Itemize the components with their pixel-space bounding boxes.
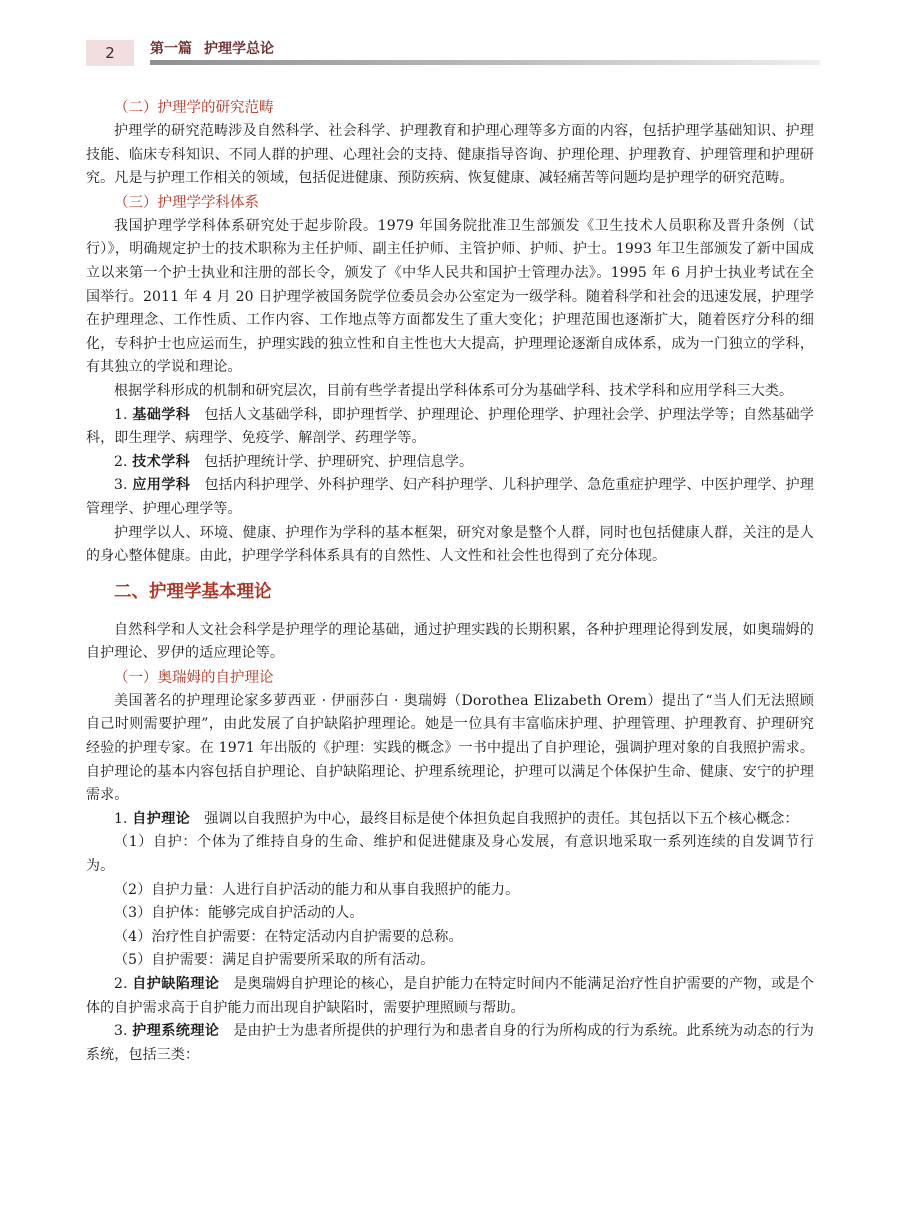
item-number: 1. xyxy=(114,406,128,423)
list-item xyxy=(86,1020,814,1067)
concept-item: （5）自护需要：满足自护需要所采取的所有活动。 xyxy=(114,952,435,969)
item-lead: 护理系统理论 xyxy=(132,1023,220,1040)
list-item xyxy=(86,808,814,832)
item-lead: 自护缺陷理论 xyxy=(132,976,220,992)
part-label: 第一篇 xyxy=(150,41,192,57)
item-lead: 应用学科 xyxy=(132,477,191,494)
list-item xyxy=(86,451,814,475)
paragraph: 美国著名的护理理论家多萝西亚 · 伊丽莎白 · 奥瑞姆（Dorothea Elizabeth Orem）提出了“当人们无法照顾自己时则需要护理”，由此发展了自护缺陷护理理论。她是一位具有丰富临床护理、护理管理、护理教育、护理研究经验的护理专家。在 1971 年出版的《护理：实践的概念》一书中提出了自护理论，强调护理对象的自我照护需求。自护理论的基本内容包括自护理论、自护缺陷理论、护理系统理论，护理可以满足个体保护生命、健康、安宁的护理需求。 xyxy=(86,692,814,804)
subheading-research-scope: （二）护理学的研究范畴 xyxy=(114,100,274,116)
item-text: 包括内科护理学、外科护理学、妇产科护理学、儿科护理学、急危重症护理学、中医护理学、护理管理学、护理心理学等。 xyxy=(86,477,815,517)
item-lead: 技术学科 xyxy=(132,453,191,470)
header-rule xyxy=(150,60,820,65)
item-number: 3. xyxy=(114,477,128,494)
paragraph: 自然科学和人文社会科学是护理学的理论基础，通过护理实践的长期积累，各种护理理论得到发展，如奥瑞姆的自护理论、罗伊的适应理论等。 xyxy=(86,621,814,662)
item-lead: 自护理论 xyxy=(132,810,191,827)
item-number: 2. xyxy=(114,976,128,992)
section-heading-basic-theory: 二、护理学基本理论 xyxy=(114,581,272,602)
item-text: 是由护士为患者所提供的护理行为和患者自身的行为所构成的行为系统。此系统为动态的行为系统，包括三类： xyxy=(86,1023,815,1063)
subheading-orem-theory: （一）奥瑞姆的自护理论 xyxy=(114,669,274,686)
paragraph: 护理学以人、环境、健康、护理作为学科的基本框架，研究对象是整个人群，同时也包括健康人群，关注的是人的身心整体健康。由此，护理学学科体系具有的自然性、人文性和社会性也得到了充分体现。 xyxy=(86,524,814,565)
concept-item: （3）自护体：能够完成自护活动的人。 xyxy=(114,905,364,922)
item-number: 3. xyxy=(114,1023,128,1040)
page-number: 2 xyxy=(86,40,134,66)
list-item xyxy=(86,404,814,451)
paragraph: 我国护理学学科体系研究处于起步阶段。1979 年国务院批准卫生部颁发《卫生技术人员职称及晋升条例（试行）》，明确规定护士的技术职称为主任护师、副主任护师、主管护师、护师、护士。1993 年卫生部颁发了新中国成立以来第一个护士执业和注册的部长令，颁发了《中华人民共和国护士管理办法》。1995 年 6 月护士执业考试在全国举行。2011 年 4 月 20 日护理学被国务院学位委员会办公室定为一级学科。随着科学和社会的迅速发展，护理学在护理理念、工作性质、工作内容、工作地点等方面都发生了重大变化；护理范围也逐渐扩大，随着医疗分科的细化，专科护士也应运而生，护理实践的独立性和自主性也大大提高，护理理论逐渐自成体系，成为一门独立的学科，有其独立的学说和理论。 xyxy=(86,217,814,376)
part-title: 护理学总论 xyxy=(204,41,274,57)
paragraph: 根据学科形成的机制和研究层次，目前有些学者提出学科体系可分为基础学科、技术学科和应用学科三大类。 xyxy=(114,382,794,399)
list-item xyxy=(86,474,814,521)
item-number: 2. xyxy=(114,453,128,470)
concept-item: （4）治疗性自护需要：在特定活动内自护需要的总称。 xyxy=(114,928,463,945)
page-header xyxy=(0,0,900,80)
item-number: 1. xyxy=(114,810,128,827)
concept-item: （1）自护：个体为了维持自身的生命、维护和促进健康及身心发展，有意识地采取一系列连续的自发调节行为。 xyxy=(86,834,814,875)
concept-item: （2）自护力量：人进行自护活动的能力和从事自我照护的能力。 xyxy=(114,881,520,898)
item-text: 包括人文基础学科，即护理哲学、护理理论、护理伦理学、护理社会学、护理法学等；自然基础学科，即生理学、病理学、免疫学、解剖学、药理学等。 xyxy=(86,406,815,447)
running-header xyxy=(150,38,274,58)
item-text: 是奥瑞姆自护理论的核心，是自护能力在特定时间内不能满足治疗性自护需要的产物，或是个体的自护需求高于自护能力而出现自护缺陷时，需要护理照顾与帮助。 xyxy=(86,976,815,1016)
item-lead: 基础学科 xyxy=(132,406,191,423)
list-item xyxy=(86,973,814,1020)
paragraph: 护理学的研究范畴涉及自然科学、社会科学、护理教育和护理心理等多方面的内容，包括护理学基础知识、护理技能、临床专科知识、不同人群的护理、心理社会的支持、健康指导咨询、护理伦理、护理教育、护理管理和护理研究。凡是与护理工作相关的领域，包括促进健康、预防疾病、恢复健康、减轻痛苦等问题均是护理学的研究范畴。 xyxy=(86,123,814,187)
item-text: 包括护理统计学、护理研究、护理信息学。 xyxy=(204,453,474,470)
subheading-discipline-system: （三）护理学学科体系 xyxy=(114,194,259,211)
item-text: 强调以自我照护为中心，最终目标是使个体担负起自我照护的责任。其包括以下五个核心概念： xyxy=(204,810,799,827)
page-body xyxy=(86,96,814,1067)
concept-list xyxy=(86,831,814,973)
